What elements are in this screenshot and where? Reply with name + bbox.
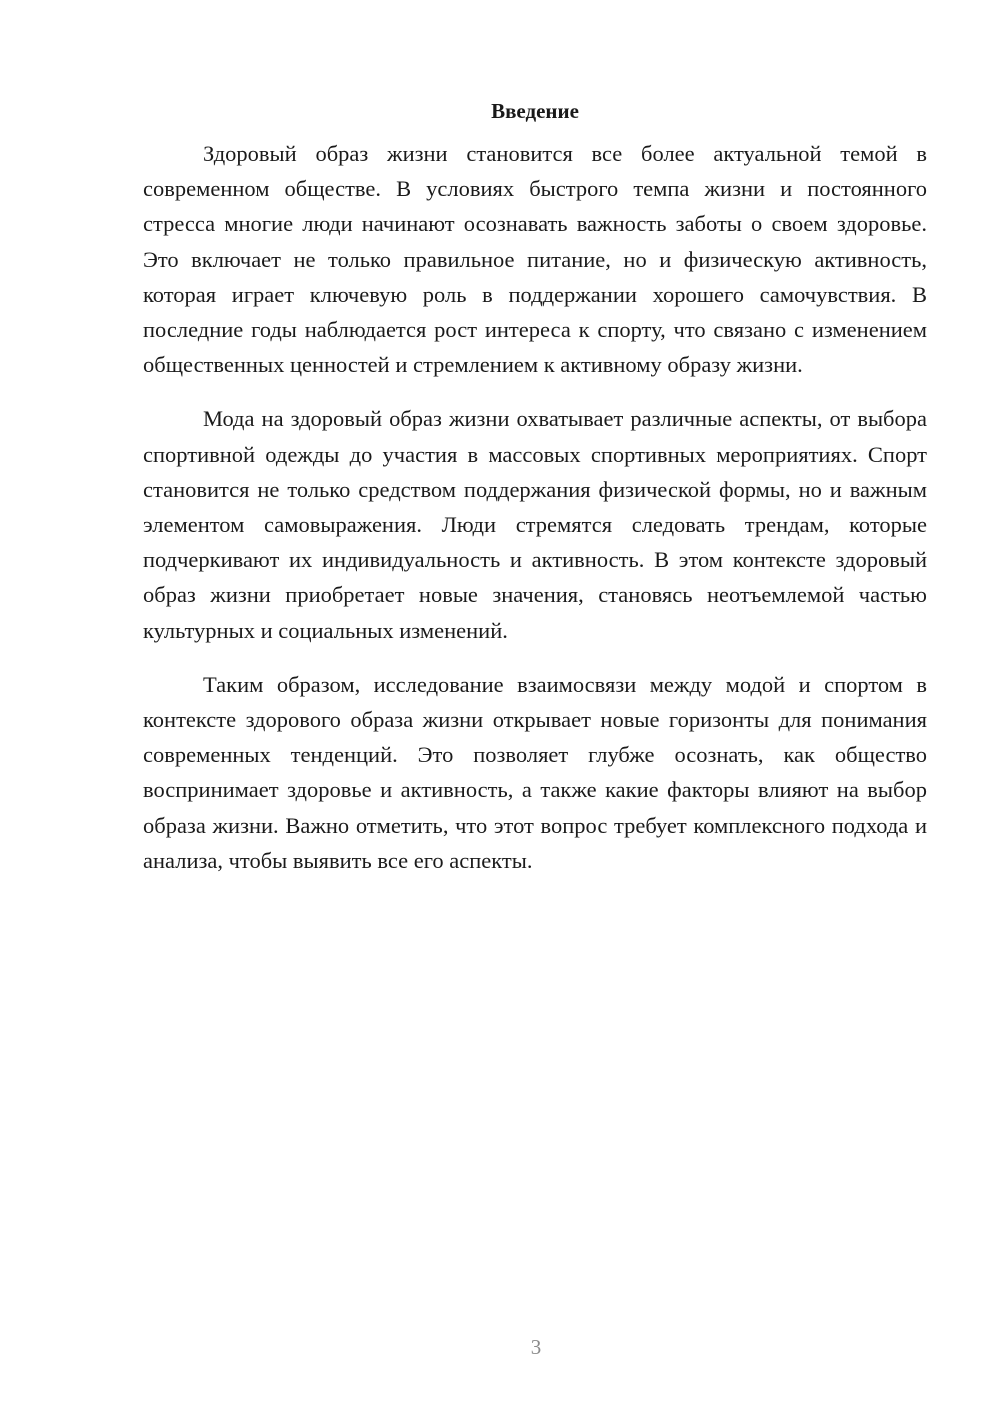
section-heading: Введение <box>491 99 579 123</box>
paragraph-3: Таким образом, исследование взаимосвязи между модой и спортом в контексте здорового образа жизни открывает новые горизонты для понимания современных тенденций. Это позволяет глубже осознать, как общество воспринимает здоровье и активность, а также какие факторы влияют на выбор образа жизни. Важно отметить, что этот вопрос требует комплексного подхода и анализа, чтобы выявить все его аспекты. <box>143 671 927 873</box>
page-content <box>143 96 927 897</box>
paragraph-2: Мода на здоровый образ жизни охватывает различные аспекты, от выбора спортивной одежды до участия в массовых спортивных мероприятиях. Спорт становится не только средством поддержания физической формы, но и важным элементом самовыражения. Люди стремятся следовать трендам, которые подчеркивают их индивидуальность и активность. В этом контексте здоровый образ жизни приобретает новые значения, становясь неотъемлемой частью культурных и социальных изменений. <box>143 406 927 643</box>
page-number: 3 <box>530 1335 542 1359</box>
paragraph-1: Здоровый образ жизни становится все более актуальной темой в современном обществе. В условиях быстрого темпа жизни и постоянного стресса многие люди начинают осознавать важность заботы о своем здоровье. Это включает не только правильное питание, но и физическую активность, которая играет ключевую роль в поддержании хорошего самочувствия. В последние годы наблюдается рост интереса к спорту, что связано с изменением общественных ценностей и стремлением к активному образу жизни. <box>143 141 927 378</box>
